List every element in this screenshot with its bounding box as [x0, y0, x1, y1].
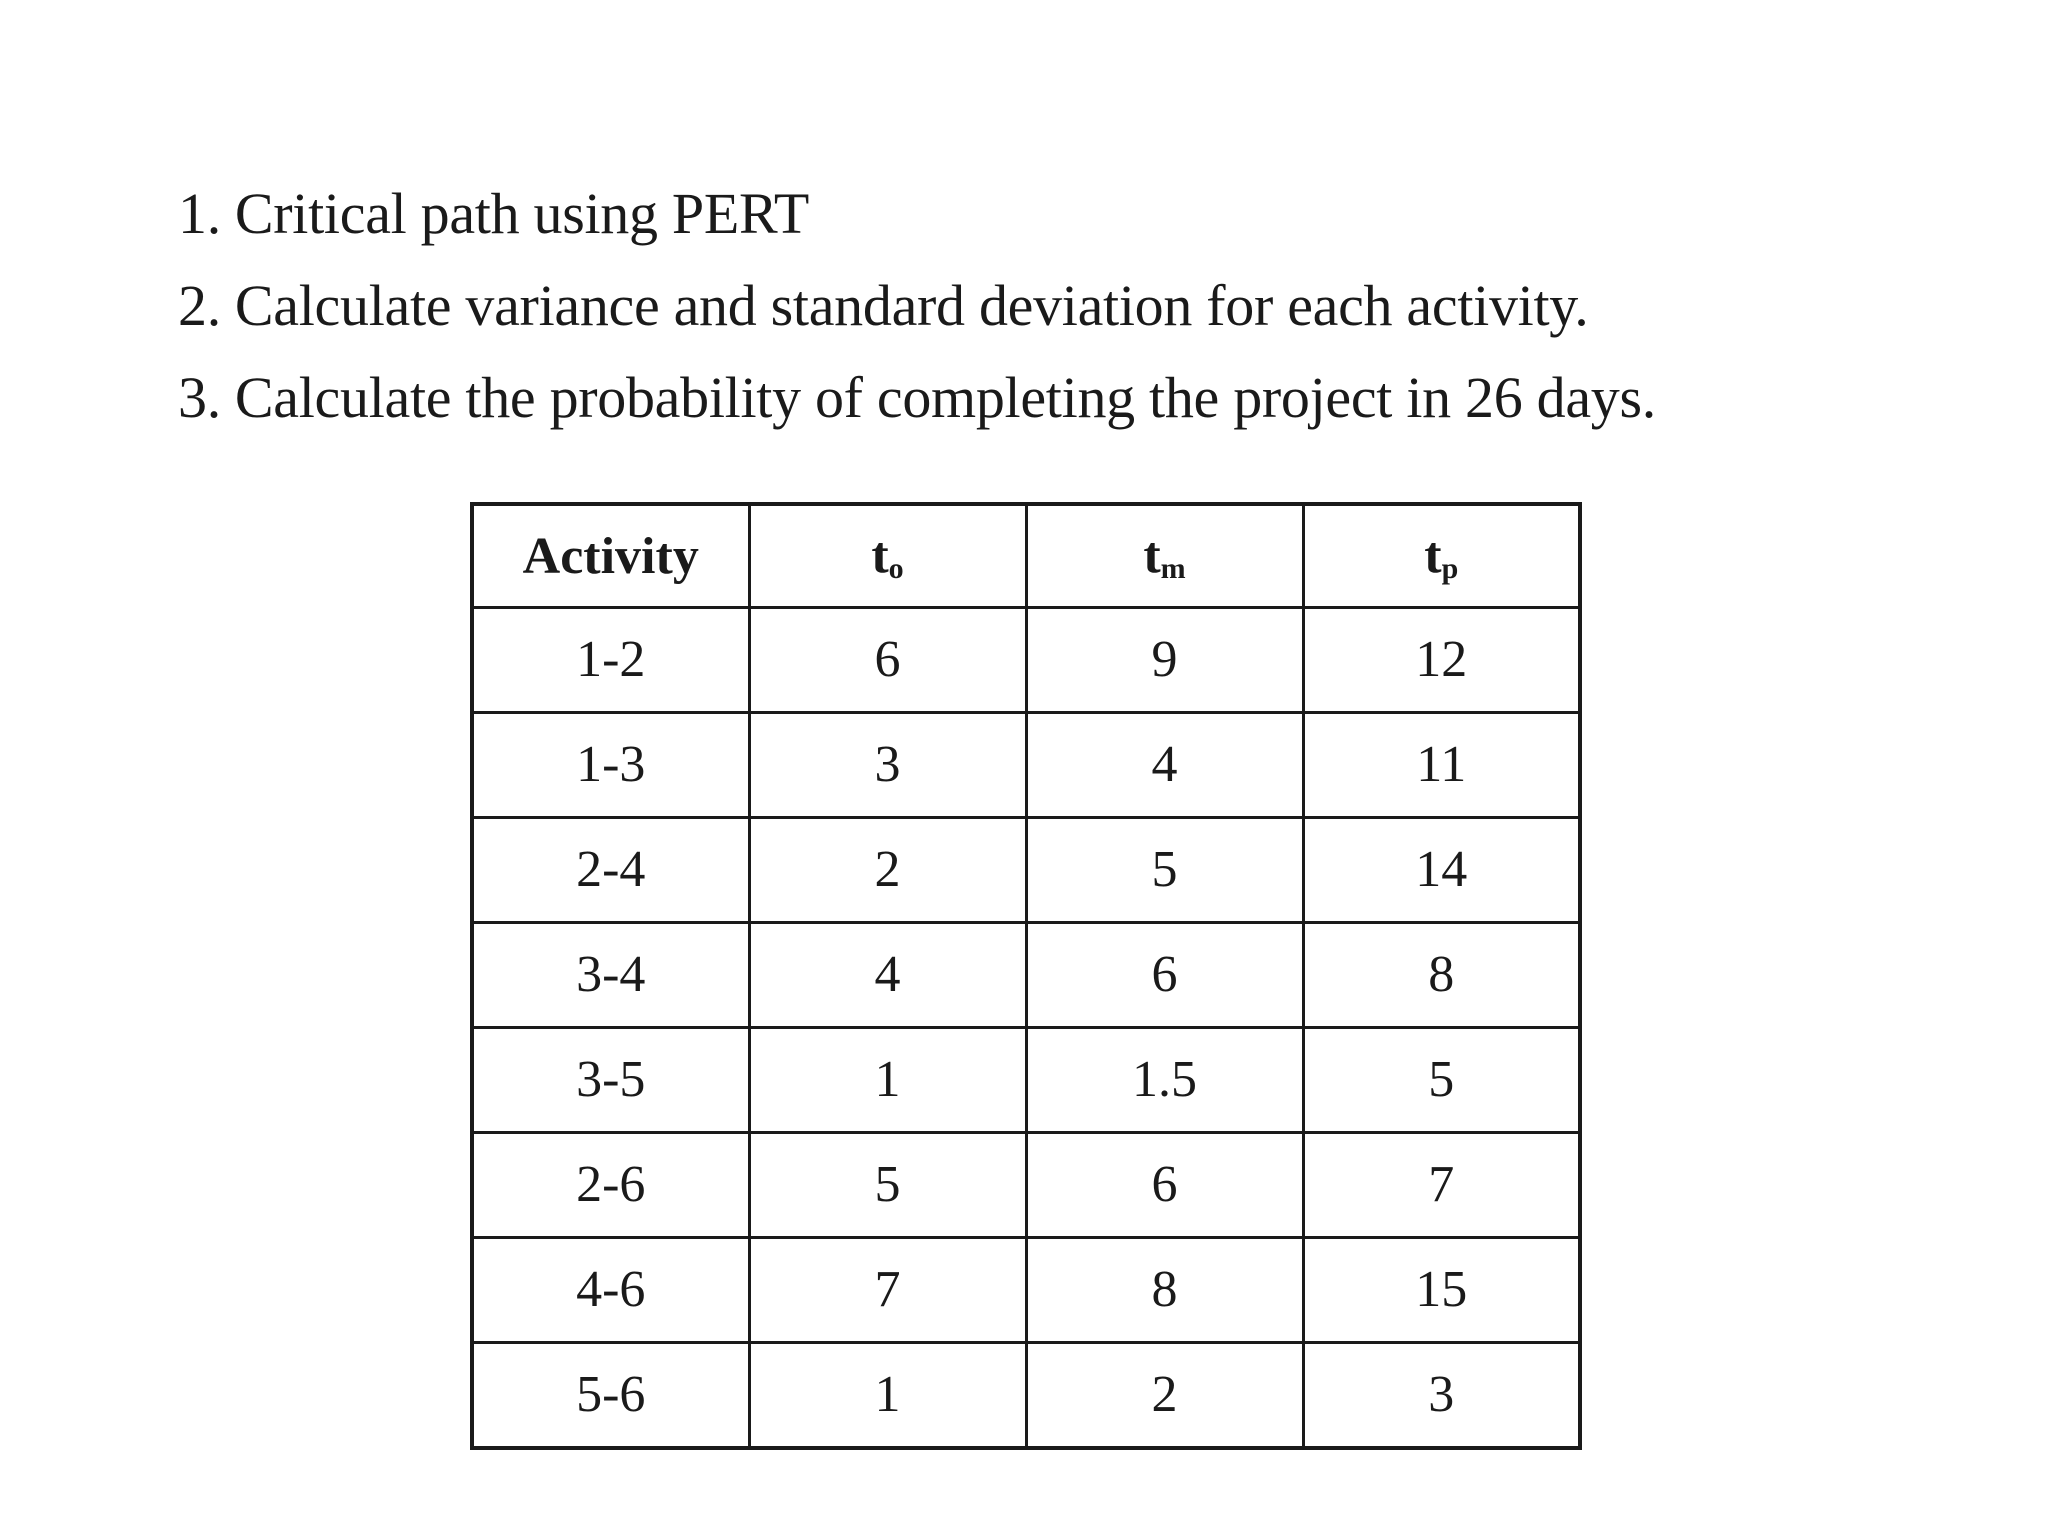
table-row: [472, 1237, 1580, 1342]
question-text: Critical path using PERT: [234, 181, 810, 246]
cell-tp: 7: [1303, 1132, 1580, 1237]
cell-tm: 4: [1026, 712, 1303, 817]
cell-tm: 6: [1026, 922, 1303, 1027]
table-row: [472, 1027, 1580, 1132]
cell-tp: 5: [1303, 1027, 1580, 1132]
cell-activity: 2-4: [472, 817, 749, 922]
cell-activity: 1-2: [472, 608, 749, 713]
table-row: [472, 608, 1580, 713]
cell-to: 6: [749, 608, 1026, 713]
table-row: [472, 922, 1580, 1027]
cell-tm: 1.5: [1026, 1027, 1303, 1132]
question-text: Calculate variance and standard deviation for each activity.: [234, 273, 1589, 338]
question-number: 3.: [178, 365, 221, 430]
question-3: [178, 352, 1656, 444]
cell-activity: 3-4: [472, 922, 749, 1027]
cell-tp: 11: [1303, 712, 1580, 817]
cell-to: 2: [749, 817, 1026, 922]
question-2: [178, 260, 1656, 352]
header-activity: Activity: [472, 504, 749, 608]
activity-time-table: [470, 502, 1582, 1450]
cell-tp: 12: [1303, 608, 1580, 713]
cell-tm: 9: [1026, 608, 1303, 713]
question-text: Calculate the probability of completing the project in 26 days.: [234, 365, 1656, 430]
question-1: [178, 168, 1656, 260]
cell-to: 7: [749, 1237, 1026, 1342]
question-number: 2.: [178, 273, 221, 338]
cell-activity: 5-6: [472, 1342, 749, 1448]
cell-tm: 5: [1026, 817, 1303, 922]
cell-tm: 2: [1026, 1342, 1303, 1448]
table-header-row: [472, 504, 1580, 608]
cell-to: 1: [749, 1027, 1026, 1132]
cell-to: 3: [749, 712, 1026, 817]
cell-to: 4: [749, 922, 1026, 1027]
cell-to: 1: [749, 1342, 1026, 1448]
cell-activity: 3-5: [472, 1027, 749, 1132]
question-list: [178, 168, 1656, 444]
header-optimistic-time: $t_o$: [749, 504, 1026, 608]
cell-activity: 1-3: [472, 712, 749, 817]
cell-tm: 6: [1026, 1132, 1303, 1237]
cell-activity: 4-6: [472, 1237, 749, 1342]
cell-tm: 8: [1026, 1237, 1303, 1342]
cell-tp: 15: [1303, 1237, 1580, 1342]
cell-tp: 14: [1303, 817, 1580, 922]
cell-tp: 8: [1303, 922, 1580, 1027]
header-pessimistic-time: $t_p$: [1303, 504, 1580, 608]
table-row: [472, 1342, 1580, 1448]
table-row: [472, 1132, 1580, 1237]
header-most-likely-time: $t_m$: [1026, 504, 1303, 608]
question-number: 1.: [178, 181, 221, 246]
table-row: [472, 712, 1580, 817]
cell-to: 5: [749, 1132, 1026, 1237]
table-row: [472, 817, 1580, 922]
cell-tp: 3: [1303, 1342, 1580, 1448]
cell-activity: 2-6: [472, 1132, 749, 1237]
